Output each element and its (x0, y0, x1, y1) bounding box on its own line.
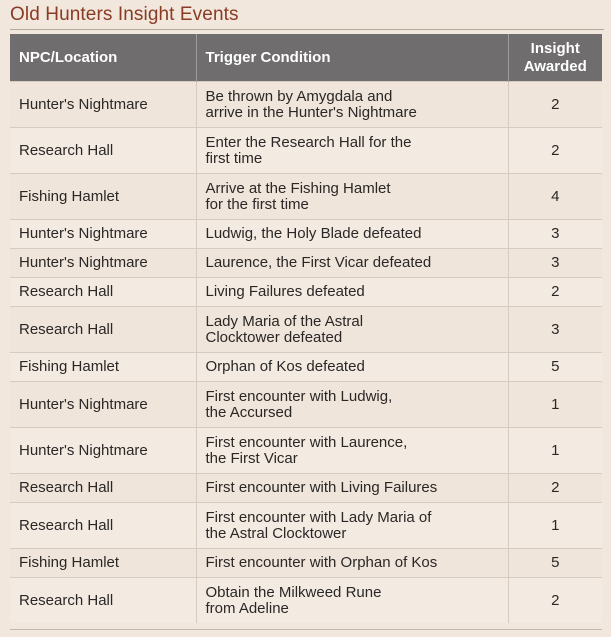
cell-npc-location: Research Hall (10, 578, 196, 624)
cell-trigger-condition (196, 549, 508, 578)
table-header-row (10, 34, 602, 82)
trigger-line-2: Clocktower defeated (205, 328, 343, 346)
cell-insight-awarded: 2 (508, 82, 602, 128)
trigger-line-1: Enter the Research Hall for the (205, 133, 412, 151)
trigger-line-1: Arrive at the Fishing Hamlet (205, 179, 391, 197)
table-row (10, 174, 602, 220)
cell-trigger-condition (196, 353, 508, 382)
cell-insight-awarded: 1 (508, 382, 602, 428)
trigger-line-1: Obtain the Milkweed Rune (205, 583, 382, 601)
trigger-line-2: from Adeline (205, 599, 289, 617)
cell-insight-awarded: 5 (508, 549, 602, 578)
cell-npc-location: Hunter's Nightmare (10, 220, 196, 249)
cell-insight-awarded: 3 (508, 249, 602, 278)
column-header-insight (508, 34, 602, 82)
trigger-line-1: Living Failures defeated (205, 283, 365, 300)
cell-trigger-condition (196, 249, 508, 278)
column-header-insight-line2: Awarded (523, 57, 587, 75)
cell-npc-location: Research Hall (10, 474, 196, 503)
column-header-npc: NPC/Location (10, 34, 196, 82)
trigger-line-1: Orphan of Kos defeated (205, 358, 365, 375)
trigger-line-1: First encounter with Ludwig, (205, 387, 393, 405)
trigger-line-2: for the first time (205, 195, 309, 213)
cell-trigger-condition (196, 128, 508, 174)
cell-npc-location: Fishing Hamlet (10, 174, 196, 220)
cell-trigger-condition (196, 428, 508, 474)
cell-trigger-condition (196, 307, 508, 353)
cell-insight-awarded: 1 (508, 428, 602, 474)
cell-insight-awarded: 2 (508, 474, 602, 503)
table-row (10, 82, 602, 128)
cell-insight-awarded: 3 (508, 220, 602, 249)
cell-npc-location: Research Hall (10, 278, 196, 307)
trigger-line-1: Lady Maria of the Astral (205, 312, 364, 330)
table-row (10, 382, 602, 428)
trigger-line-2: arrive in the Hunter's Nightmare (205, 103, 417, 121)
cell-npc-location: Hunter's Nightmare (10, 249, 196, 278)
cell-npc-location: Fishing Hamlet (10, 549, 196, 578)
trigger-line-1: First encounter with Lady Maria of (205, 508, 432, 526)
column-header-insight-line1: Insight (530, 39, 580, 57)
page-title: Old Hunters Insight Events (10, 4, 239, 25)
cell-trigger-condition (196, 82, 508, 128)
cell-npc-location: Hunter's Nightmare (10, 82, 196, 128)
trigger-line-1: First encounter with Orphan of Kos (205, 554, 438, 571)
cell-trigger-condition (196, 382, 508, 428)
column-header-trigger: Trigger Condition (196, 34, 508, 82)
trigger-line-2: first time (205, 149, 263, 167)
cell-trigger-condition (196, 278, 508, 307)
cell-trigger-condition (196, 578, 508, 624)
table-row (10, 128, 602, 174)
table-row (10, 278, 602, 307)
table-row (10, 428, 602, 474)
cell-trigger-condition (196, 174, 508, 220)
cell-npc-location: Research Hall (10, 503, 196, 549)
trigger-line-1: Ludwig, the Holy Blade defeated (205, 225, 422, 242)
cell-trigger-condition (196, 220, 508, 249)
cell-insight-awarded: 3 (508, 307, 602, 353)
cell-insight-awarded: 2 (508, 578, 602, 624)
table-row (10, 307, 602, 353)
cell-trigger-condition (196, 474, 508, 503)
cell-npc-location: Research Hall (10, 307, 196, 353)
cell-insight-awarded: 2 (508, 128, 602, 174)
cell-insight-awarded: 4 (508, 174, 602, 220)
cell-npc-location: Fishing Hamlet (10, 353, 196, 382)
table-row (10, 578, 602, 624)
cell-npc-location: Hunter's Nightmare (10, 428, 196, 474)
trigger-line-1: Laurence, the First Vicar defeated (205, 254, 432, 271)
trigger-line-1: First encounter with Living Failures (205, 479, 438, 496)
table-row (10, 353, 602, 382)
cell-npc-location: Hunter's Nightmare (10, 382, 196, 428)
bottom-divider (10, 629, 602, 630)
cell-npc-location: Research Hall (10, 128, 196, 174)
title-divider (10, 29, 604, 30)
cell-insight-awarded: 1 (508, 503, 602, 549)
table-row (10, 474, 602, 503)
trigger-line-2: the First Vicar (205, 449, 298, 467)
trigger-line-1: Be thrown by Amygdala and (205, 87, 393, 105)
cell-trigger-condition (196, 503, 508, 549)
cell-insight-awarded: 2 (508, 278, 602, 307)
table-row (10, 220, 602, 249)
insight-events-table (10, 34, 602, 623)
trigger-line-1: First encounter with Laurence, (205, 433, 408, 451)
table-row (10, 503, 602, 549)
table-row (10, 249, 602, 278)
trigger-line-2: the Astral Clocktower (205, 524, 347, 542)
table-row (10, 549, 602, 578)
trigger-line-2: the Accursed (205, 403, 293, 421)
cell-insight-awarded: 5 (508, 353, 602, 382)
